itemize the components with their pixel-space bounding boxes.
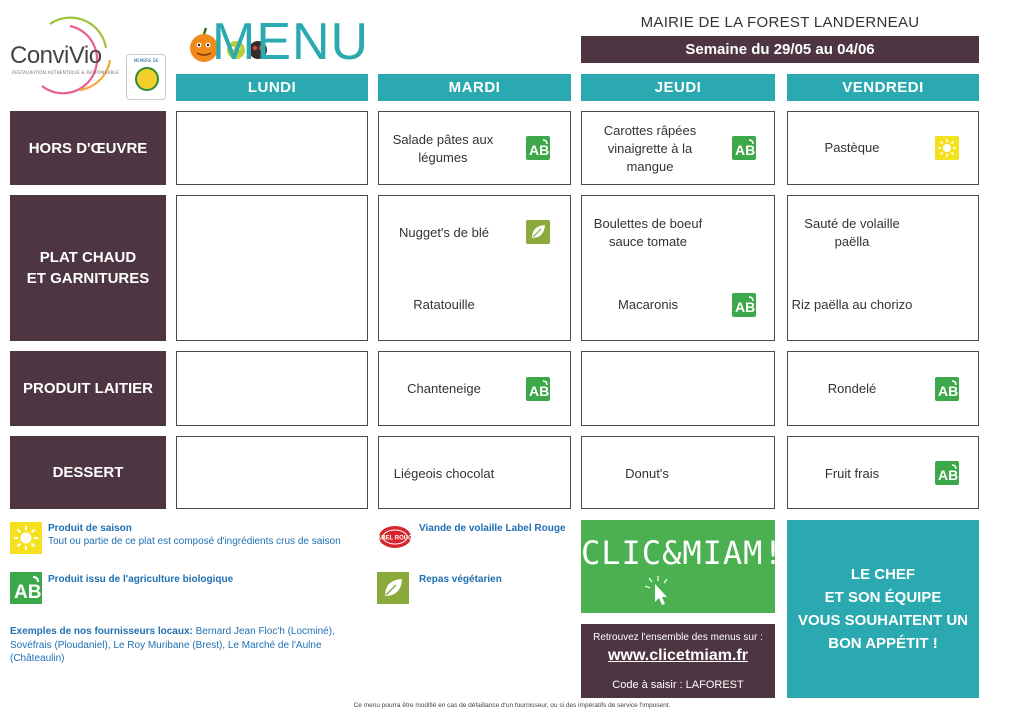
cell-hors-oeuvre-mardi: [378, 111, 571, 185]
convivio-logo: [10, 20, 120, 92]
bio-icon: [526, 377, 550, 401]
dish-main: Nugget's de blé: [399, 225, 489, 240]
membre-seal-icon: [135, 67, 159, 91]
mairie-name: MAIRIE DE LA FOREST LANDERNEAU: [640, 14, 920, 31]
row-label-dessert: [10, 436, 166, 509]
bio-icon: [935, 461, 959, 485]
bio-icon: [732, 136, 756, 160]
dish-side: Ratatouille: [413, 297, 475, 312]
cell-hors-oeuvre-vendredi: [787, 111, 979, 185]
dish-entree: Pastèque: [824, 140, 880, 155]
chef-line: BON APPÉTIT !: [828, 635, 938, 652]
chef-message: [787, 520, 979, 698]
clicetmiam-panel: [581, 624, 775, 698]
chef-line: VOUS SOUHAITENT UN: [797, 612, 968, 629]
row-label-text: PLAT CHAUD: [39, 249, 137, 266]
chef-line: ET SON ÉQUIPE: [824, 589, 942, 606]
dish-main: [790, 215, 914, 251]
dish-line: vinaigrette à la: [607, 141, 693, 156]
cell-plat-mardi: [378, 195, 571, 341]
legend-label-rouge-title: Viande de volaille Label Rouge: [419, 523, 566, 534]
saison-sun-icon: [935, 136, 959, 160]
dish-line: légumes: [418, 150, 468, 165]
suppliers-text: Bernard Jean Floc'h (Locminé), Sovéfrais (Ploudaniel), Le Roy Muribane (Brest), Le Marché de l'Aulne (Châteaulin): [10, 626, 335, 664]
svg-text:AB: AB: [529, 142, 550, 158]
legend-vegetarien-title: Repas végétarien: [419, 574, 502, 585]
convivio-wordmark: ConviVio: [10, 42, 102, 69]
dish-entree: [385, 131, 501, 167]
label-rouge-badge-text: LABEL ROUGE: [373, 535, 417, 542]
suppliers-note: [10, 625, 360, 666]
dish-main: [586, 215, 710, 251]
cell-plat-lundi: [176, 195, 368, 341]
label-rouge-icon: [373, 521, 417, 553]
dish-line: Boulettes de boeuf: [593, 216, 703, 231]
cell-plat-vendredi: [787, 195, 979, 341]
week-banner: Semaine du 29/05 au 04/06: [581, 36, 979, 63]
legend-bio-title: Produit issu de l'agriculture biologique: [48, 574, 234, 585]
svg-text:AB: AB: [938, 383, 959, 399]
svg-text:AB: AB: [735, 299, 756, 315]
row-label-hors-oeuvre: [10, 111, 166, 185]
vegetarien-leaf-icon: [526, 220, 550, 244]
footer-disclaimer: Ce menu pourra être modifié en cas de défaillance d'un fournisseur, ou si des impératifs de service l'imposent.: [353, 702, 671, 709]
row-label-text: DESSERT: [52, 464, 124, 481]
membre-caption: MEMBRE DE: [133, 58, 159, 63]
dish-line: Carottes râpées: [603, 123, 697, 138]
dish-laitier: Chanteneige: [407, 381, 481, 396]
cell-laitier-lundi: [176, 351, 368, 426]
dish-line: Salade pâtes aux: [392, 132, 494, 147]
cell-laitier-vendredi: [787, 351, 979, 426]
dish-dessert: Liégeois chocolat: [393, 466, 495, 481]
cell-dessert-lundi: [176, 436, 368, 509]
dish-dessert: Fruit frais: [824, 466, 880, 481]
clicetmiam-code: Code à saisir : LAFOREST: [612, 679, 744, 691]
legend-vegetarien-icon: [377, 572, 409, 604]
convivio-tagline: RESTAURATION AUTHENTIQUE & RESPONSABLE: [12, 70, 119, 75]
dish-line: sauce tomate: [608, 234, 688, 249]
cell-dessert-jeudi: [581, 436, 775, 509]
dish-dessert: Donut's: [625, 466, 669, 481]
clicetmiam-logo: [581, 520, 784, 613]
cursor-icon: [581, 520, 784, 613]
cell-hors-oeuvre-lundi: [176, 111, 368, 185]
chef-line: LE CHEF: [850, 566, 916, 583]
legend-saison-text: Tout ou partie de ce plat est composé d'ingrédients crus de saison: [48, 536, 341, 547]
row-label-text: PRODUIT LAITIER: [23, 380, 153, 397]
row-label-produit-laitier: [10, 351, 166, 426]
bio-icon: [732, 293, 756, 317]
clicetmiam-url-link[interactable]: www.clicetmiam.fr: [608, 647, 748, 664]
cell-plat-jeudi: [581, 195, 775, 341]
page-title: MENU: [212, 13, 370, 71]
day-header-lundi: LUNDI: [176, 74, 368, 101]
clicetmiam-logo-text: CLIC&MIAM!: [581, 534, 784, 572]
dish-laitier: Rondelé: [827, 381, 877, 396]
svg-text:AB: AB: [735, 142, 756, 158]
svg-text:AB: AB: [938, 467, 959, 483]
cell-laitier-jeudi: [581, 351, 775, 426]
svg-text:AB: AB: [529, 383, 550, 399]
dish-side: Macaronis: [618, 297, 678, 312]
legend-bio-icon: [10, 572, 42, 604]
row-label-text: ET GARNITURES: [26, 270, 150, 287]
clicetmiam-retrouvez: Retrouvez l'ensemble des menus sur :: [593, 632, 763, 643]
row-label-plat-chaud: [10, 195, 166, 341]
cell-laitier-mardi: [378, 351, 571, 426]
legend-saison-sun-icon: [10, 522, 42, 554]
day-header-jeudi: JEUDI: [581, 74, 775, 101]
dish-line: paëlla: [834, 234, 870, 249]
legend-saison-title: Produit de saison: [48, 523, 132, 534]
cell-dessert-mardi: [378, 436, 571, 509]
cell-dessert-vendredi: [787, 436, 979, 509]
day-header-mardi: MARDI: [378, 74, 571, 101]
dish-side: Riz paëlla au chorizo: [791, 297, 913, 312]
suppliers-title: Exemples de nos fournisseurs locaux:: [10, 626, 193, 637]
day-header-vendredi: VENDREDI: [787, 74, 979, 101]
row-label-text: HORS D'ŒUVRE: [28, 139, 148, 157]
bio-icon: [935, 377, 959, 401]
cell-hors-oeuvre-jeudi: [581, 111, 775, 185]
svg-text:AB: AB: [14, 582, 42, 603]
bio-icon: [526, 136, 550, 160]
dish-line: mangue: [626, 159, 674, 174]
dish-entree: [588, 122, 712, 176]
membre-badge: [126, 54, 166, 100]
dish-line: Sauté de volaille: [804, 216, 900, 231]
